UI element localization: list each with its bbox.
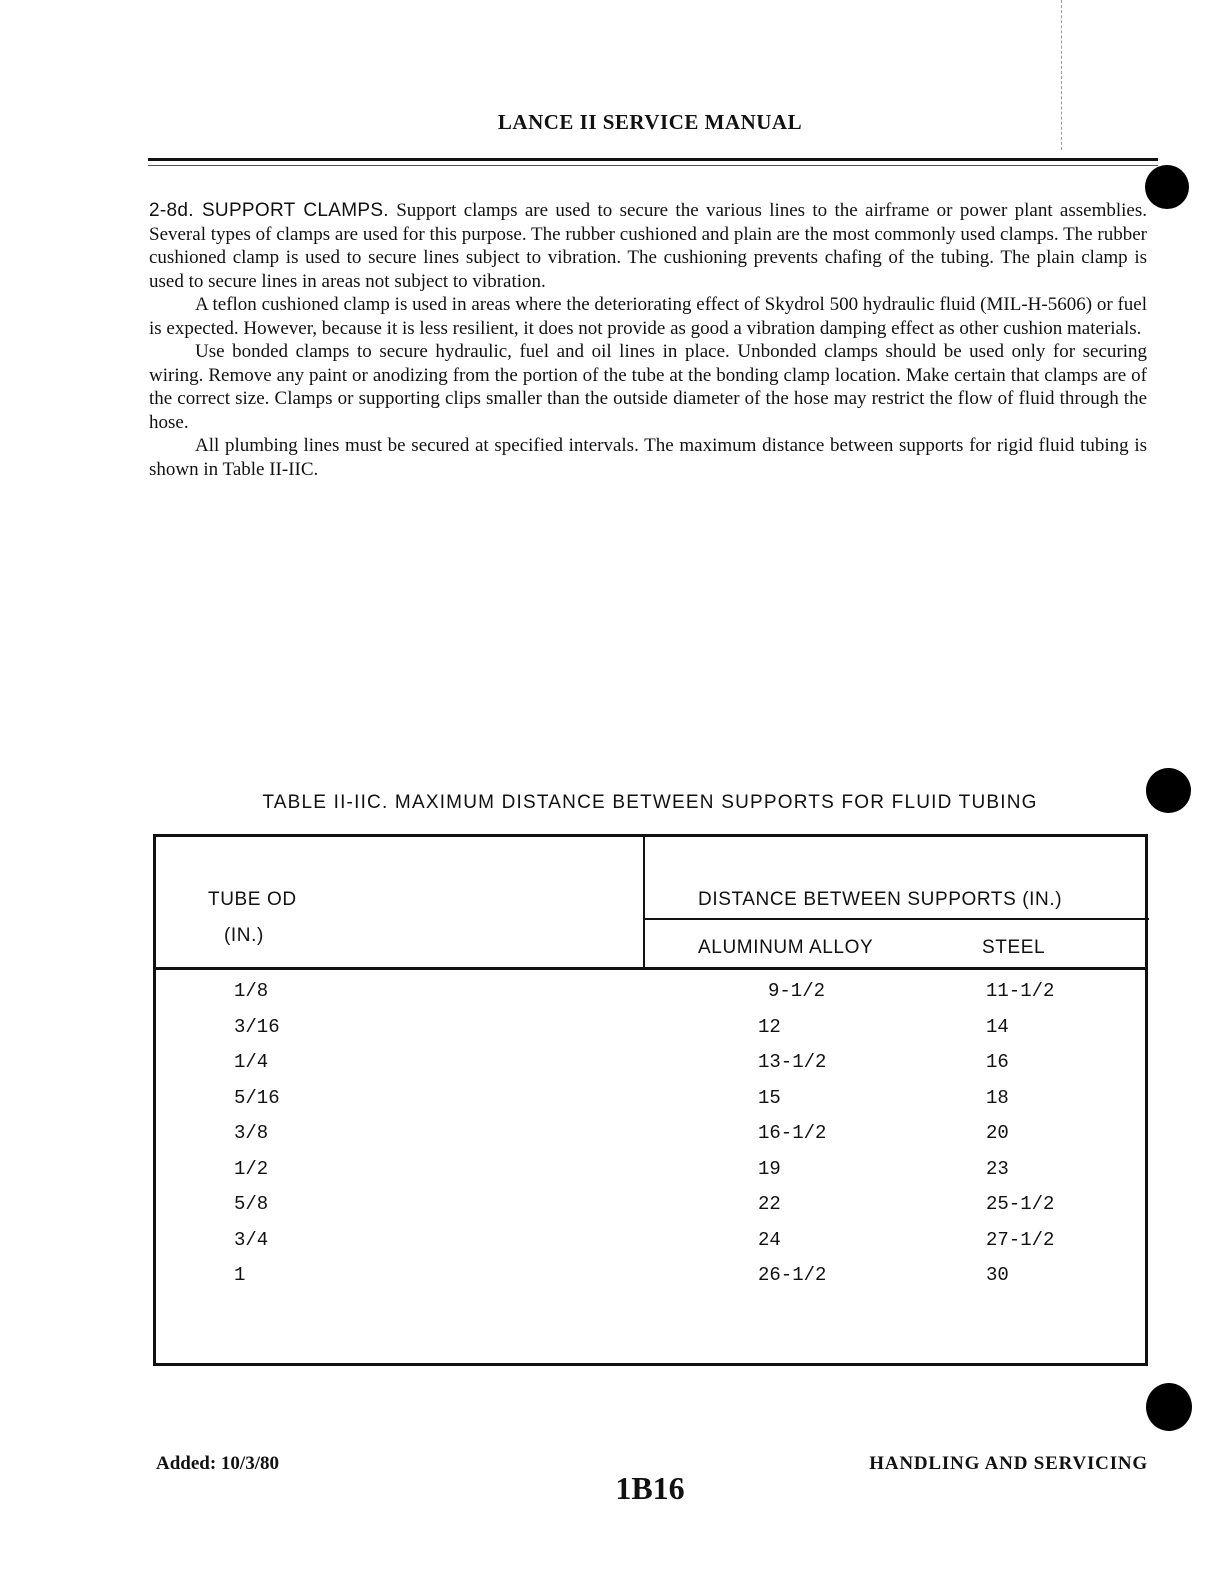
punch-hole-mark (1146, 1383, 1192, 1431)
cell-aluminum: 24 (758, 1228, 781, 1251)
cell-tube-od: 3/16 (234, 1015, 280, 1038)
header-rule (148, 158, 1158, 161)
cell-aluminum: 13-1/2 (758, 1051, 827, 1073)
table-row (156, 1264, 1145, 1300)
table-caption: TABLE II-IIC. MAXIMUM DISTANCE BETWEEN SUPPORTS FOR FLUID TUBING (262, 792, 1038, 813)
cell-tube-od: 1/8 (234, 980, 269, 1002)
table-header-divider (156, 967, 1145, 970)
cell-tube-od: 1/4 (234, 1051, 269, 1073)
header-steel: STEEL (982, 937, 1046, 958)
cell-steel: 18 (986, 1086, 1009, 1109)
cell-tube-od: 5/16 (234, 1086, 280, 1109)
header-tube-od-unit: (IN.) (224, 925, 264, 946)
footer-section-name: HANDLING AND SERVICING (869, 1453, 1148, 1474)
cell-tube-od: 1/2 (234, 1157, 269, 1180)
cell-aluminum: 19 (758, 1157, 781, 1180)
header-distance: DISTANCE BETWEEN SUPPORTS (IN.) (698, 889, 1063, 910)
table-row (156, 1087, 1145, 1123)
cell-steel: 11-1/2 (986, 980, 1055, 1002)
page-header-title: LANCE II SERVICE MANUAL (497, 110, 803, 134)
table-row (156, 980, 1145, 1016)
table-row (156, 1051, 1145, 1087)
cell-aluminum: 22 (758, 1193, 781, 1215)
cell-tube-od: 1 (234, 1264, 246, 1286)
header-rule-thin (148, 165, 1158, 166)
cell-steel: 25-1/2 (986, 1193, 1055, 1215)
cell-steel: 23 (986, 1157, 1009, 1180)
paragraph-text: Support clamps are used to secure the various lines to the airframe or power plant assemblies. Several types of clamps are used for this purpose. The rubber cushioned and plain are the most commonly used clamps. The rubber cushioned clamp is used to secure lines subject to vibration. The cushioning prevents chafing of the tubing. The plain clamp is used to secure lines in areas not subject to vibration. (149, 200, 1147, 292)
cell-steel: 20 (986, 1122, 1009, 1144)
footer-added-date: Added: 10/3/80 (156, 1453, 279, 1474)
table-row (156, 1016, 1145, 1052)
cell-tube-od: 3/8 (234, 1122, 269, 1144)
header-aluminum-alloy: ALUMINUM ALLOY (698, 937, 874, 958)
cell-steel: 14 (986, 1015, 1009, 1038)
punch-hole-mark (1145, 165, 1189, 209)
cell-tube-od: 3/4 (234, 1228, 269, 1251)
cell-steel: 16 (986, 1051, 1009, 1073)
section-paragraph (149, 199, 1147, 293)
support-distance-table (153, 834, 1148, 1366)
cell-steel: 27-1/2 (986, 1228, 1055, 1251)
cell-aluminum: 26-1/2 (758, 1264, 827, 1286)
cell-aluminum: 12 (758, 1015, 781, 1038)
cell-tube-od: 5/8 (234, 1193, 269, 1215)
section-paragraph: All plumbing lines must be secured at specified intervals. The maximum distance between supports for rigid fluid tubing is shown in Table II-IIC. (149, 435, 1147, 480)
section-paragraph: Use bonded clamps to secure hydraulic, fuel and oil lines in place. Unbonded clamps should be used only for securing wiring. Remove any paint or anodizing from the portion of the tube at the bonding clamp location. Make certain that clamps are of the correct size. Clamps or supporting clips smaller than the outside diameter of the hose may restrict the flow of fluid through the hose. (149, 341, 1147, 433)
cell-aluminum: 16-1/2 (758, 1122, 827, 1144)
table-row (156, 1193, 1145, 1229)
table-subheader-divider (643, 918, 1149, 920)
cell-aluminum: 15 (758, 1086, 781, 1109)
cell-steel: 30 (986, 1264, 1009, 1286)
table-column-divider (643, 837, 645, 970)
table-row (156, 1229, 1145, 1265)
table-row (156, 1122, 1145, 1158)
header-tube-od: TUBE OD (208, 889, 297, 910)
cell-aluminum: 9-1/2 (768, 980, 826, 1002)
support-clamps-section (149, 199, 1147, 481)
table-body (156, 980, 1145, 1300)
page-number: 1B16 (615, 1470, 685, 1506)
section-heading: 2-8d. SUPPORT CLAMPS. (149, 200, 389, 221)
table-row (156, 1158, 1145, 1194)
section-paragraph: A teflon cushioned clamp is used in areas where the deteriorating effect of Skydrol 500 hydraulic fluid (MIL-H-5606) or fuel is expected. However, because it is less resilient, it does not provide as good a vibration damping effect as other cushion materials. (149, 294, 1147, 339)
